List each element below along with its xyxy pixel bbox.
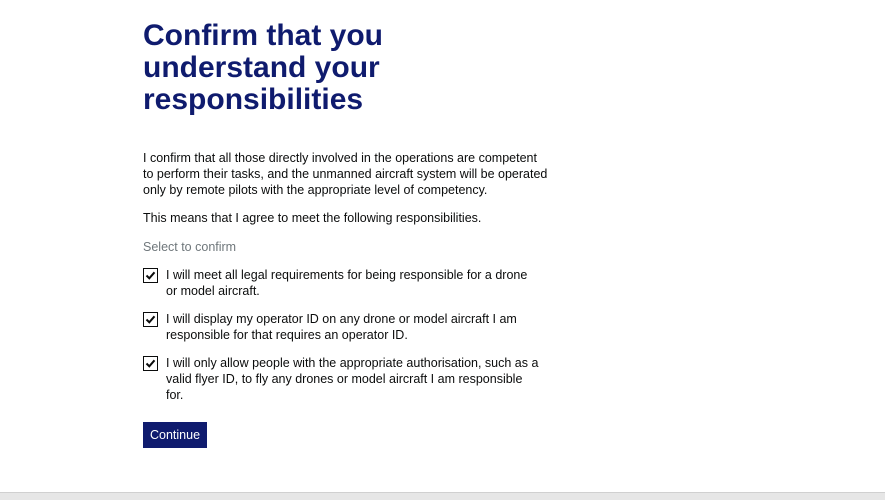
bottom-scrollbar[interactable]: [0, 492, 885, 500]
responsibilities-text: This means that I agree to meet the following responsibilities.: [143, 211, 482, 225]
check-icon: [145, 358, 156, 369]
check-icon: [145, 314, 156, 325]
intro-text: I confirm that all those directly involved in the operations are competent to perform their tasks, and the unmanned aircraft system will be operated only by remote pilots with the appropriate level of competency.: [143, 151, 548, 197]
checkbox-option-operator-id[interactable]: [143, 311, 553, 343]
checkbox-label[interactable]: I will meet all legal requirements for being responsible for a drone or model aircraft.: [166, 268, 528, 298]
checkbox-option-legal[interactable]: [143, 267, 553, 299]
select-hint: Select to confirm: [143, 240, 237, 254]
checkbox-authorisation[interactable]: [143, 356, 158, 371]
checkbox-option-authorisation[interactable]: [143, 355, 553, 403]
main-content: [143, 20, 553, 415]
page-title: Confirm that you understand your responsibilities: [143, 19, 383, 116]
checkbox-label[interactable]: I will only allow people with the appropriate authorisation, such as a valid flyer ID, to fly any drones or model aircraft I am responsible for.: [166, 356, 539, 402]
checkbox-group: [143, 267, 553, 403]
check-icon: [145, 270, 156, 281]
checkbox-label[interactable]: I will display my operator ID on any drone or model aircraft I am responsible for that requires an operator ID.: [166, 312, 517, 342]
checkbox-operator-id[interactable]: [143, 312, 158, 327]
checkbox-legal[interactable]: [143, 268, 158, 283]
continue-button[interactable]: Continue: [143, 422, 207, 448]
